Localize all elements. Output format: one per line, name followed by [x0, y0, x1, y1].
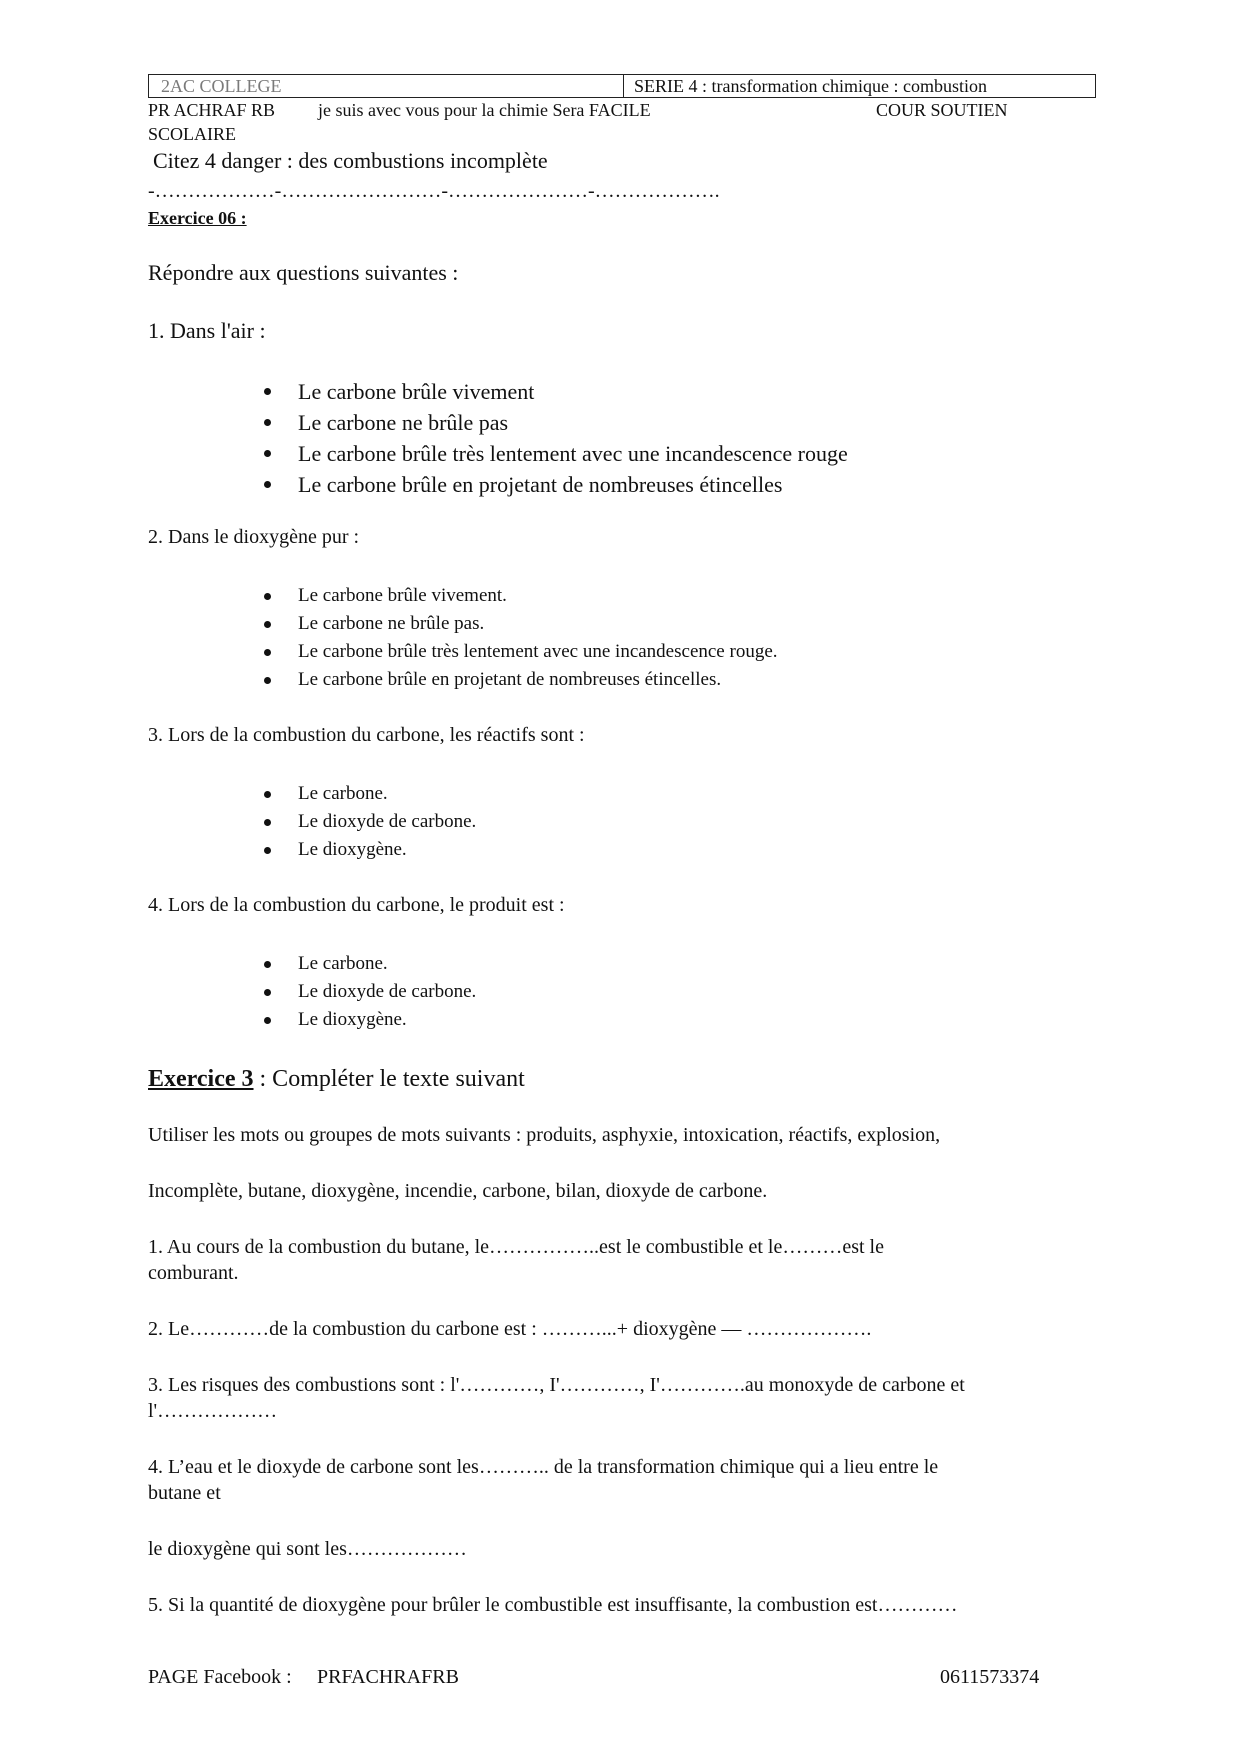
question-4-options: [260, 950, 476, 1034]
words-line-1: Utiliser les mots ou groupes de mots suivants : produits, asphyxie, intoxication, réactifs, explosion,: [148, 1124, 941, 1146]
cour-soutien: COUR SOUTIEN: [876, 100, 1008, 120]
list-item: Le dioxygène.: [260, 1006, 476, 1034]
exercice-3-heading: [148, 1066, 525, 1093]
sentence-4-line-3: le dioxygène qui sont les………………: [148, 1538, 467, 1560]
motto: je suis avec vous pour la chimie Sera FACILE: [318, 100, 651, 120]
question-2-options: [260, 582, 778, 694]
list-item: Le dioxyde de carbone.: [260, 808, 476, 836]
list-item: Le carbone brûle vivement: [260, 376, 848, 407]
footer-phone: 0611573374: [940, 1666, 1040, 1688]
list-item: Le carbone brûle très lentement avec une incandescence rouge.: [260, 638, 778, 666]
list-item: Le carbone brûle vivement.: [260, 582, 778, 610]
sentence-4-line-1: 4. L’eau et le dioxyde de carbone sont les……….. de la transformation chimique qui a lieu entre le: [148, 1456, 939, 1478]
exercice-3-label: Exercice 3: [148, 1066, 254, 1092]
question-2-title: 2. Dans le dioxygène pur :: [148, 526, 360, 548]
list-item: Le carbone brûle très lentement avec une incandescence rouge: [260, 438, 848, 469]
header-table: [148, 74, 1096, 98]
list-item: Le carbone ne brûle pas.: [260, 610, 778, 638]
sentence-1-line-1: 1. Au cours de la combustion du butane, le……………..est le combustible et le………est le: [148, 1236, 884, 1258]
footer-page-name: PRFACHRAFRB: [317, 1666, 459, 1688]
list-item: Le dioxygène.: [260, 836, 476, 864]
sentence-5: 5. Si la quantité de dioxygène pour brûler le combustible est insuffisante, la combustion est…………: [148, 1594, 958, 1616]
intro-text: Répondre aux questions suivantes :: [148, 260, 459, 285]
sentence-1-line-2: comburant.: [148, 1262, 239, 1284]
sentence-3-line-1: 3. Les risques des combustions sont : l'…………, I'…………, I'………….au monoxyde de carbone et: [148, 1374, 965, 1396]
danger-question: Citez 4 danger : des combustions incomplète: [153, 148, 548, 173]
scolaire: SCOLAIRE: [148, 124, 237, 144]
question-1-options: [260, 376, 848, 500]
header-class-cell: 2AC COLLEGE: [149, 75, 624, 97]
exercice-06-label: Exercice 06 :: [148, 208, 247, 228]
list-item: Le carbone.: [260, 780, 476, 808]
sentence-3-line-2: l'………………: [148, 1400, 278, 1422]
header-series-cell: SERIE 4 : transformation chimique : combustion: [634, 76, 987, 96]
question-1-title: 1. Dans l'air :: [148, 318, 266, 343]
question-4-title: 4. Lors de la combustion du carbone, le produit est :: [148, 894, 565, 916]
sentence-2: 2. Le…………de la combustion du carbone est : ………...+ dioxygène — ……………….: [148, 1318, 872, 1340]
list-item: Le carbone brûle en projetant de nombreuses étincelles: [260, 469, 848, 500]
question-3-options: [260, 780, 476, 864]
teacher-name: PR ACHRAF RB: [148, 100, 276, 120]
exercice-3-title: : Compléter le texte suivant: [253, 1066, 525, 1092]
danger-dots: -………………-……………………-…………………-……………….: [148, 180, 720, 202]
list-item: Le dioxyde de carbone.: [260, 978, 476, 1006]
list-item: Le carbone brûle en projetant de nombreuses étincelles.: [260, 666, 778, 694]
list-item: Le carbone ne brûle pas: [260, 407, 848, 438]
list-item: Le carbone.: [260, 950, 476, 978]
footer-page-label: PAGE Facebook :: [148, 1666, 292, 1688]
words-line-2: Incomplète, butane, dioxygène, incendie, carbone, bilan, dioxyde de carbone.: [148, 1180, 768, 1202]
question-3-title: 3. Lors de la combustion du carbone, les réactifs sont :: [148, 724, 585, 746]
sentence-4-line-2: butane et: [148, 1482, 221, 1504]
